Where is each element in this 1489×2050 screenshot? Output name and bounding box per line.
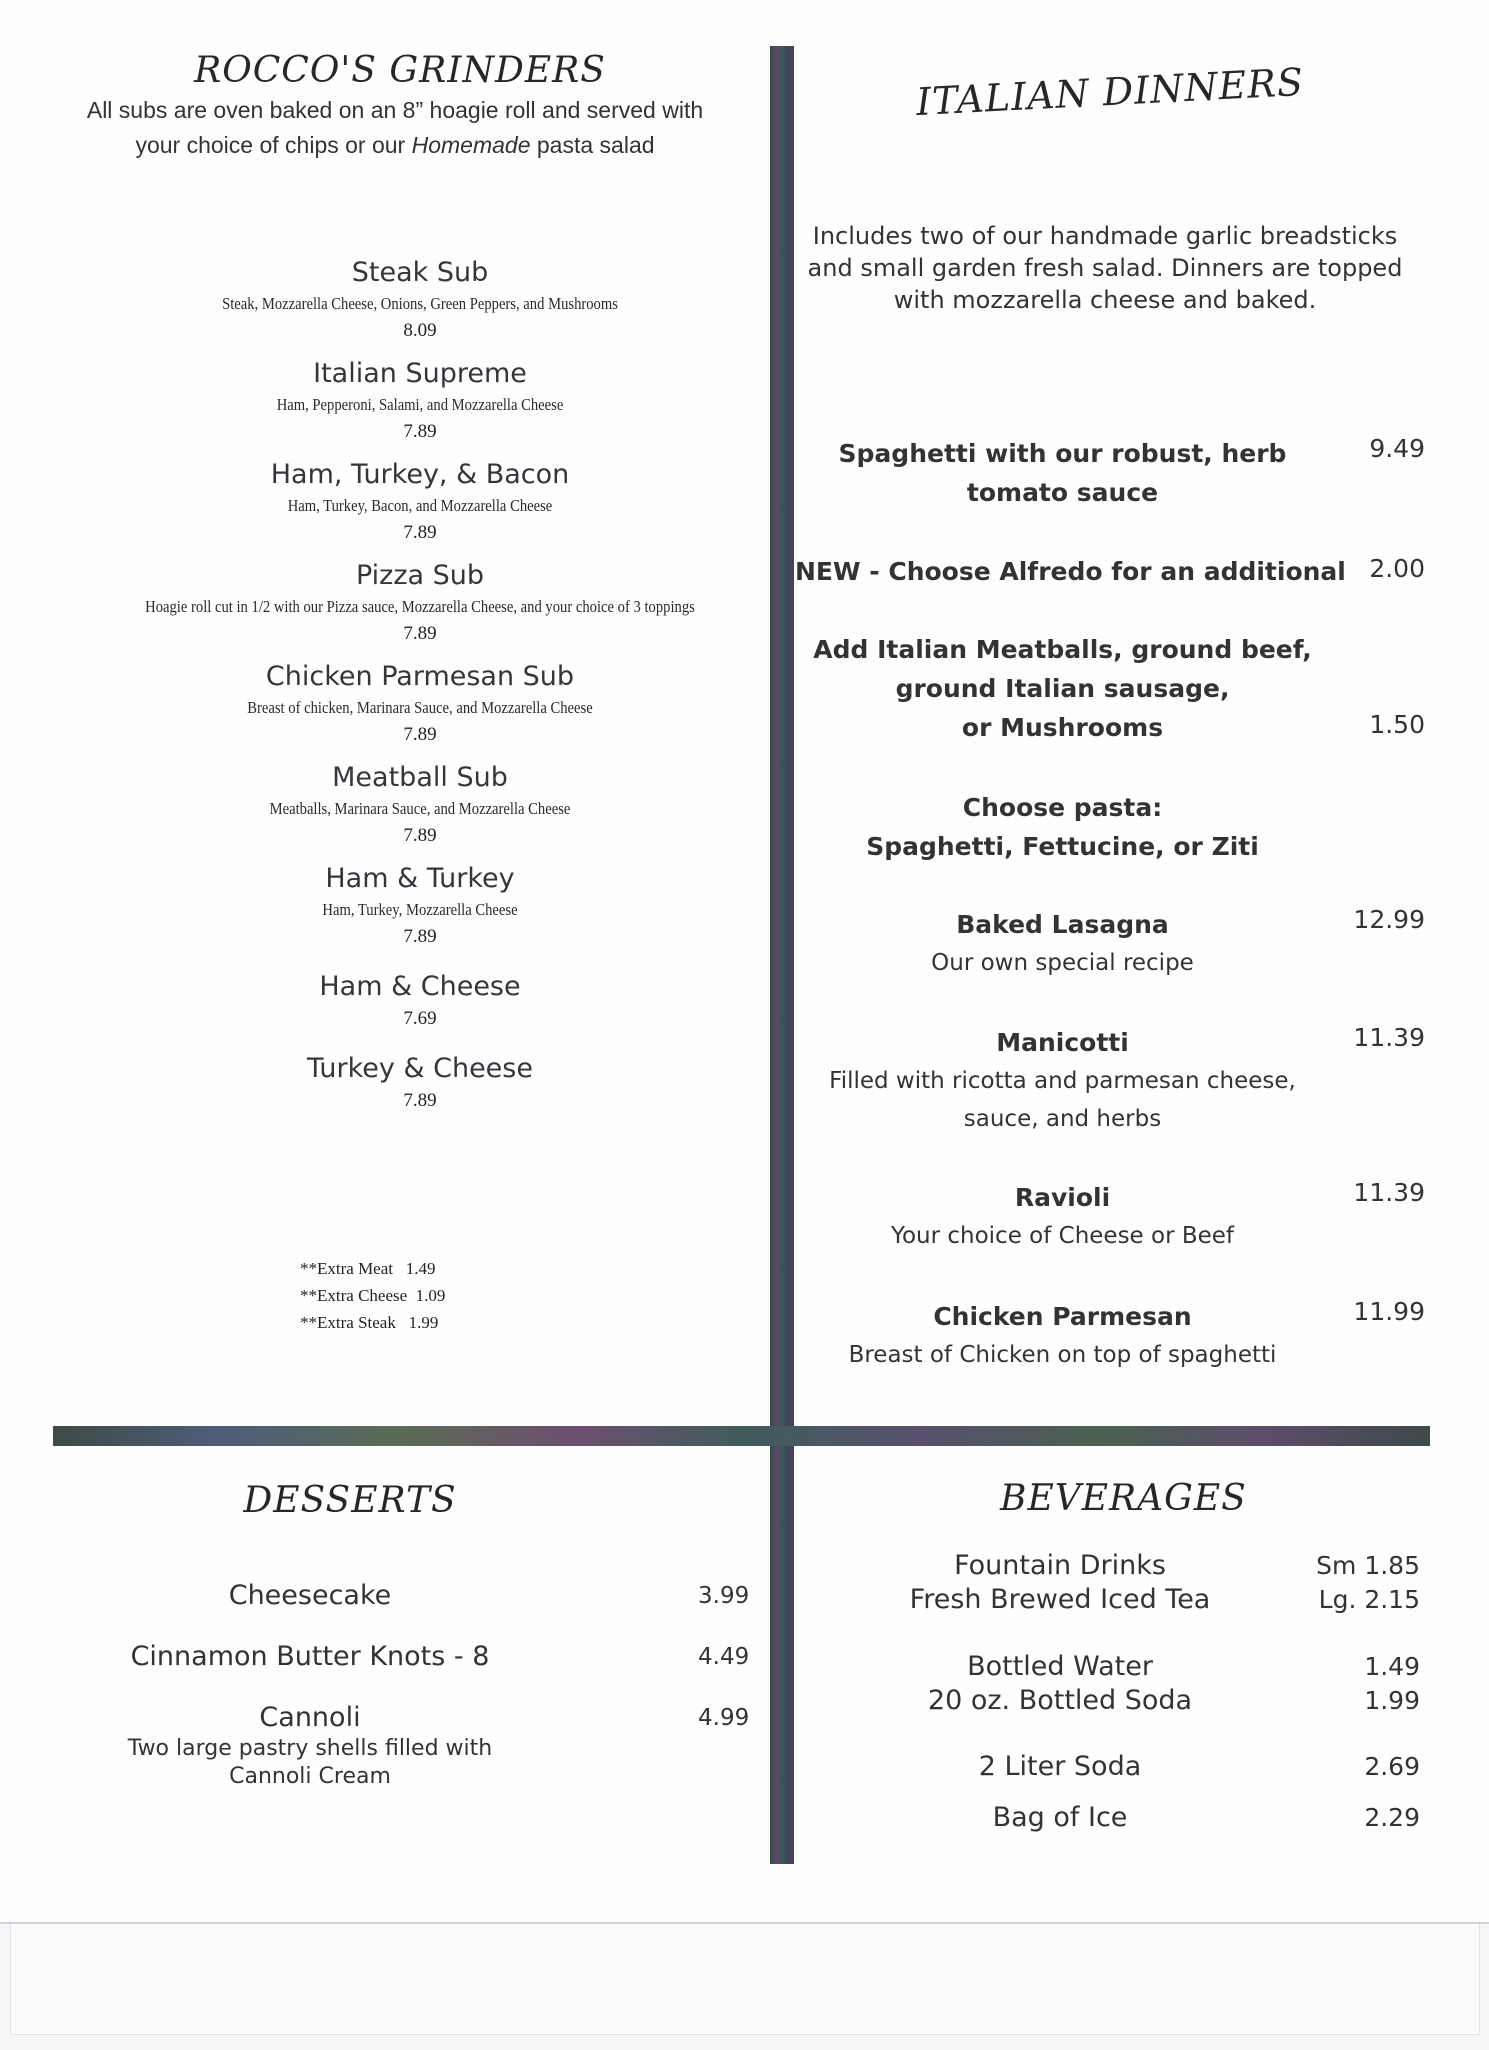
sub-price: 7.89 bbox=[403, 724, 437, 745]
grinders-title: ROCCO'S GRINDERS bbox=[194, 50, 606, 91]
bev-soda20 bbox=[880, 1684, 1420, 1718]
bev-price: 1.99 bbox=[1364, 1686, 1420, 1715]
dinner-price: 11.39 bbox=[1353, 1023, 1425, 1052]
bev-price: 2.69 bbox=[1364, 1752, 1420, 1781]
dessert-desc-line2: Cannoli Cream bbox=[229, 1764, 391, 1789]
bev-ice bbox=[880, 1801, 1420, 1835]
sub-name: Pizza Sub bbox=[355, 560, 485, 591]
bev-name: Fountain Drinks bbox=[954, 1550, 1166, 1581]
dinner-price: 2.00 bbox=[1369, 554, 1425, 583]
bev-name: 2 Liter Soda bbox=[978, 1751, 1142, 1782]
dinner-price: 9.49 bbox=[1369, 434, 1425, 463]
dessert-cheesecake bbox=[60, 1579, 760, 1613]
sub-item bbox=[60, 457, 780, 547]
extras-list bbox=[300, 1255, 540, 1336]
sub-ingredients: Ham, Turkey, Bacon, and Mozzarella Cheese bbox=[287, 496, 553, 515]
dinner-desc: Your choice of Cheese or Beef bbox=[890, 1223, 1235, 1249]
horizontal-divider bbox=[53, 1426, 1430, 1446]
sub-item bbox=[60, 969, 780, 1033]
extra-item: **Extra Steak 1.99 bbox=[300, 1313, 439, 1332]
sub-ingredients: Meatballs, Marinara Sauce, and Mozzarella Cheese bbox=[269, 799, 571, 818]
sub-item bbox=[60, 255, 780, 345]
dinner-manicotti bbox=[795, 1023, 1425, 1138]
bev-2liter bbox=[880, 1750, 1420, 1784]
bev-price: Lg. 2.15 bbox=[1318, 1585, 1420, 1614]
sub-name: Ham & Cheese bbox=[319, 971, 521, 1002]
extra-item: **Extra Cheese 1.09 bbox=[300, 1286, 446, 1305]
sub-name: Steak Sub bbox=[351, 257, 489, 288]
dinner-name: Chicken Parmesan bbox=[933, 1302, 1192, 1331]
grinders-description bbox=[40, 93, 750, 163]
grinders-desc-line1: All subs are oven baked on an 8” hoagie roll and served with bbox=[86, 97, 704, 123]
dessert-price: 3.99 bbox=[698, 1583, 750, 1609]
dessert-name: Cheesecake bbox=[228, 1580, 392, 1611]
sub-item bbox=[60, 356, 780, 446]
sub-price: 8.09 bbox=[403, 320, 437, 341]
desc-text-end: pasta salad bbox=[530, 132, 655, 158]
dinner-alfredo bbox=[795, 552, 1425, 591]
dinner-name: Ravioli bbox=[1014, 1183, 1111, 1212]
dinner-desc: Our own special recipe bbox=[931, 950, 1194, 976]
dessert-name: Cinnamon Butter Knots - 8 bbox=[130, 1641, 490, 1672]
dinner-price: 12.99 bbox=[1353, 905, 1425, 934]
dinner-desc-line1: Filled with ricotta and parmesan cheese, bbox=[829, 1068, 1296, 1094]
dinner-price: 11.99 bbox=[1353, 1297, 1425, 1326]
addon-line2: ground Italian sausage, bbox=[895, 674, 1230, 703]
dessert-name: Cannoli bbox=[259, 1702, 361, 1733]
sub-item bbox=[60, 861, 780, 951]
dinner-pasta-choice bbox=[795, 788, 1425, 866]
desc-homemade: Homemade bbox=[411, 132, 531, 158]
bev-name: Bag of Ice bbox=[992, 1802, 1128, 1833]
sub-price: 7.69 bbox=[403, 1008, 437, 1029]
pasta-line1: Choose pasta: bbox=[962, 793, 1163, 822]
sub-name: Meatball Sub bbox=[332, 762, 508, 793]
sub-price: 7.89 bbox=[403, 1090, 437, 1111]
dinner-chicken-parmesan bbox=[795, 1297, 1425, 1374]
bev-name: Bottled Water bbox=[967, 1651, 1153, 1682]
dinner-price: 1.50 bbox=[1369, 710, 1425, 739]
addon-line1: Add Italian Meatballs, ground beef, bbox=[813, 635, 1312, 664]
bev-price: 1.49 bbox=[1364, 1652, 1420, 1681]
sub-name: Ham & Turkey bbox=[325, 863, 515, 894]
sub-name: Ham, Turkey, & Bacon bbox=[270, 459, 570, 490]
sub-ingredients: Ham, Turkey, Mozzarella Cheese bbox=[322, 900, 518, 919]
addon-line3: or Mushrooms bbox=[961, 713, 1164, 742]
dinner-addons bbox=[795, 630, 1425, 747]
beverages-title: BEVERAGES bbox=[1000, 1478, 1247, 1519]
dessert-knots bbox=[60, 1640, 760, 1674]
bev-price: Sm 1.85 bbox=[1316, 1551, 1420, 1580]
page-edge bbox=[10, 1924, 1480, 2035]
sub-price: 7.89 bbox=[403, 825, 437, 846]
dessert-cannoli bbox=[60, 1701, 760, 1791]
desserts-title: DESSERTS bbox=[243, 1480, 457, 1521]
dinner-name: Manicotti bbox=[996, 1028, 1129, 1057]
sub-name: Turkey & Cheese bbox=[307, 1053, 533, 1084]
bev-water bbox=[880, 1650, 1420, 1684]
bev-tea bbox=[880, 1583, 1420, 1617]
sub-ingredients: Breast of chicken, Marinara Sauce, and Mozzarella Cheese bbox=[247, 698, 593, 717]
pasta-line2: Spaghetti, Fettucine, or Ziti bbox=[866, 832, 1259, 861]
sub-ingredients: Steak, Mozzarella Cheese, Onions, Green Peppers, and Mushrooms bbox=[222, 294, 618, 313]
dinner-name-line2: tomato sauce bbox=[966, 478, 1159, 507]
bev-name: 20 oz. Bottled Soda bbox=[927, 1685, 1193, 1716]
sub-item bbox=[60, 760, 780, 850]
dinner-ravioli bbox=[795, 1178, 1425, 1255]
scan-bottom-margin bbox=[0, 1922, 1489, 2050]
dinner-desc-line2: sauce, and herbs bbox=[963, 1106, 1162, 1132]
sub-item bbox=[60, 659, 780, 749]
dinners-title: ITALIAN DINNERS bbox=[915, 59, 1305, 125]
dinner-name-line1: Spaghetti with our robust, herb bbox=[838, 439, 1287, 468]
sub-name: Italian Supreme bbox=[313, 358, 527, 389]
sub-price: 7.89 bbox=[403, 623, 437, 644]
dinner-lasagna bbox=[795, 905, 1425, 982]
dinner-spaghetti bbox=[795, 434, 1425, 512]
sub-price: 7.89 bbox=[403, 926, 437, 947]
extra-item: **Extra Meat 1.49 bbox=[300, 1259, 436, 1278]
sub-ingredients: Ham, Pepperoni, Salami, and Mozzarella Cheese bbox=[276, 395, 564, 414]
bev-name: Fresh Brewed Iced Tea bbox=[909, 1584, 1211, 1615]
dinner-price: 11.39 bbox=[1353, 1178, 1425, 1207]
bev-fountain bbox=[880, 1549, 1420, 1583]
sub-name: Chicken Parmesan Sub bbox=[265, 661, 575, 692]
grinders-desc-line2 bbox=[40, 128, 750, 163]
subs-list bbox=[60, 255, 780, 1126]
dessert-price: 4.99 bbox=[698, 1705, 750, 1731]
dinner-name: Baked Lasagna bbox=[956, 910, 1169, 939]
sub-price: 7.89 bbox=[403, 522, 437, 543]
dessert-price: 4.49 bbox=[698, 1644, 750, 1670]
sub-price: 7.89 bbox=[403, 421, 437, 442]
desc-text: your choice of chips or our bbox=[135, 132, 412, 158]
dinners-intro: Includes two of our handmade garlic breadsticks and small garden fresh salad. Dinners are topped with mozzarella cheese and baked. bbox=[807, 222, 1403, 314]
sub-item bbox=[60, 558, 780, 648]
sub-ingredients: Hoagie roll cut in 1/2 with our Pizza sauce, Mozzarella Cheese, and your choice of 3 toppings bbox=[145, 597, 695, 616]
sub-item bbox=[60, 1051, 780, 1115]
dinner-desc: Breast of Chicken on top of spaghetti bbox=[848, 1342, 1277, 1368]
dessert-desc-line1: Two large pastry shells filled with bbox=[127, 1736, 493, 1761]
bev-price: 2.29 bbox=[1364, 1803, 1420, 1832]
dinner-name: NEW - Choose Alfredo for an additional bbox=[795, 557, 1346, 586]
